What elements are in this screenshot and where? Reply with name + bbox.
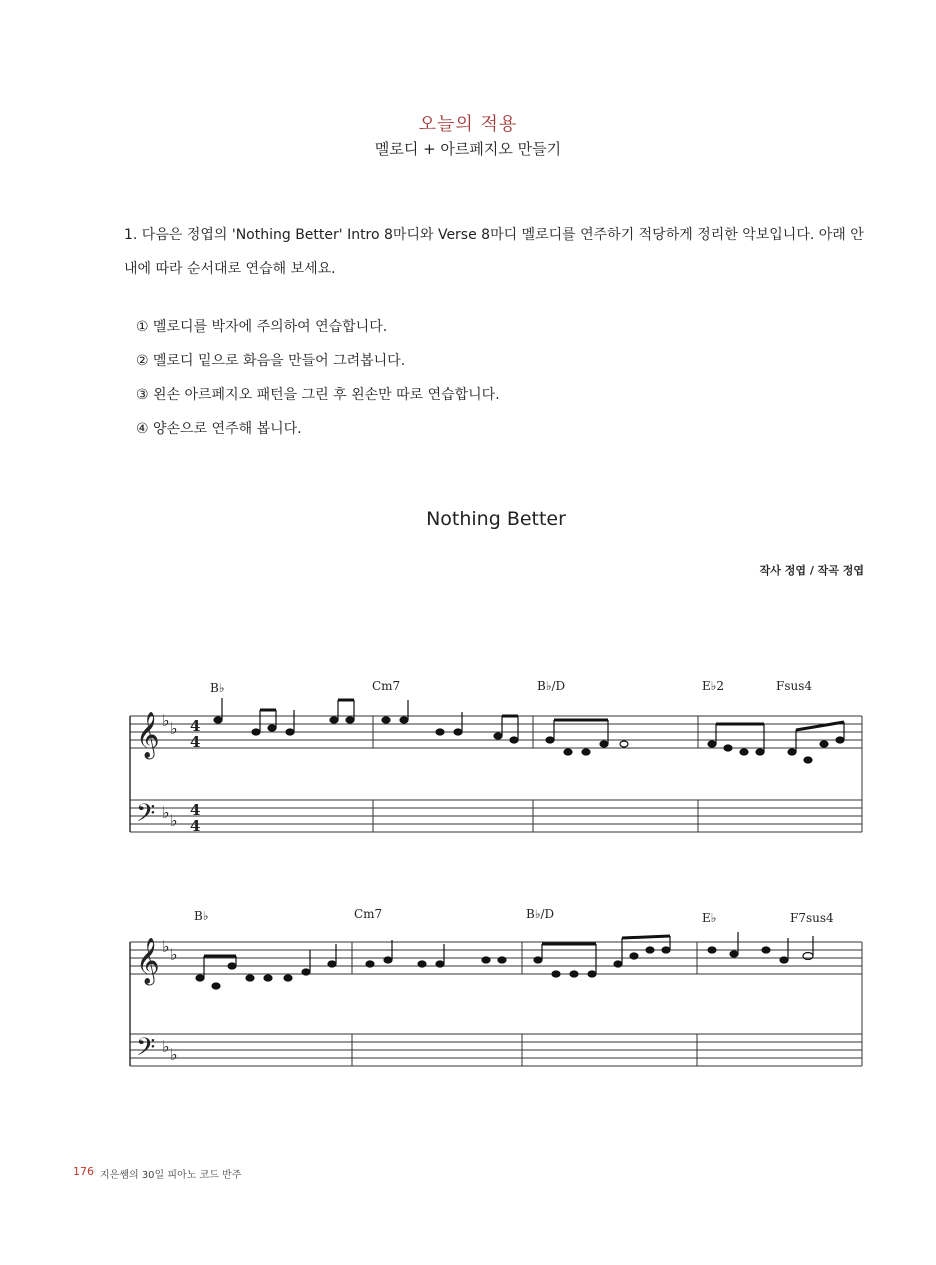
step-item: ② 멜로디 밑으로 화음을 만들어 그려봅니다. [136,353,406,369]
svg-text:4: 4 [190,817,201,835]
sheet-music [0,660,936,1090]
chord-symbol: E♭ [702,911,717,925]
step-item: ① 멜로디를 박자에 주의하여 연습합니다. [136,319,388,335]
chord-symbol: Cm7 [354,907,383,921]
instruction-text: 1. 다음은 정엽의 'Nothing Better' Intro 8마디와 Verse 8마디 멜로디를 연주하기 적당하게 정리한 악보입니다. 아래 안내에 따라 순서대로 연습해 보세요. [124,227,864,277]
bass-staff [130,1034,862,1066]
chord-symbol: F7sus4 [790,911,834,925]
practice-steps [136,314,500,450]
svg-text:4: 4 [190,733,201,751]
chord-symbol: B♭/D [526,907,555,921]
chord-symbol: B♭ [210,681,225,695]
flat-icon: ♭ [162,803,170,822]
chord-symbol: B♭/D [537,679,566,693]
bass-clef-icon: 𝄢 [136,799,156,834]
flat-icon: ♭ [170,1045,178,1064]
flat-icon: ♭ [162,1037,170,1056]
chord-symbol: Fsus4 [776,679,813,693]
book-title: 지은쌤의 30일 피아노 코드 반주 [100,1170,242,1181]
treble-staff [130,716,862,748]
step-item: ③ 왼손 아르페지오 패턴을 그린 후 왼손만 따로 연습합니다. [136,387,500,403]
treble-clef-icon: 𝄞 [136,712,160,758]
bass-clef-icon: 𝄢 [136,1033,156,1068]
page-number: 176 [73,1165,94,1178]
flat-icon: ♭ [162,937,170,956]
chord-symbol: Cm7 [372,679,401,693]
section-subtitle: 멜로디 + 아르페지오 만들기 [374,140,562,158]
melody-notes [214,698,844,763]
svg-text:4: 4 [190,801,201,819]
song-credits: 작사 정엽 / 작곡 정엽 [759,564,864,577]
flat-icon: ♭ [170,811,178,830]
melody-notes [196,932,813,989]
song-title: Nothing Better [426,508,566,530]
step-item: ④ 양손으로 연주해 봅니다. [136,421,302,437]
flat-icon: ♭ [170,719,178,738]
section-title: 오늘의 적용 [418,114,518,135]
flat-icon: ♭ [170,945,178,964]
bass-staff [130,800,862,832]
chord-symbol: E♭2 [702,679,725,693]
treble-clef-icon: 𝄞 [136,938,160,984]
svg-text:4: 4 [190,717,201,735]
flat-icon: ♭ [162,711,170,730]
chord-symbol: B♭ [194,909,209,923]
treble-staff [130,942,862,974]
